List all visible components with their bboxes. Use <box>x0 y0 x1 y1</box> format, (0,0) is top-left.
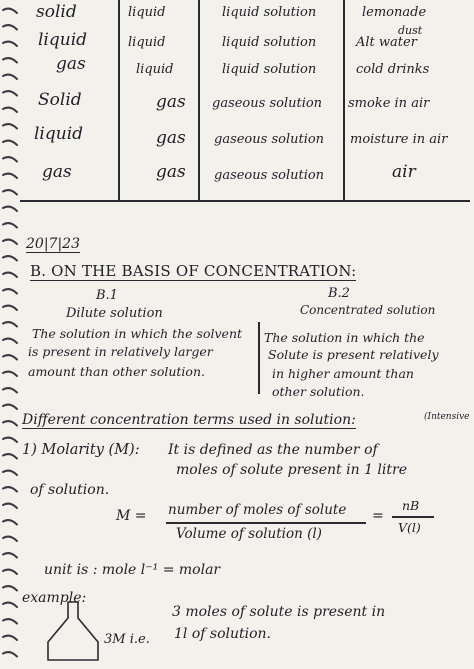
spiral-ring <box>3 273 17 277</box>
spiral-ring <box>3 75 17 79</box>
spiral-binding-icon <box>0 0 22 669</box>
molarity-definition: moles of solute present in 1 litre <box>176 462 407 478</box>
spiral-ring <box>3 124 17 128</box>
table-cell-solvent: liquid <box>136 62 174 77</box>
spiral-ring <box>3 388 17 392</box>
b2-label: B.2 <box>328 286 350 301</box>
table-cell-solvent: liquid <box>128 5 166 20</box>
date-heading: 20|7|23 <box>26 236 80 252</box>
spiral-ring <box>3 174 17 178</box>
table-cell-example: smoke in air <box>348 96 430 111</box>
flask-icon <box>42 598 104 664</box>
b2-text-line: Solute is present relatively <box>268 347 439 362</box>
b1-text-line: is present in relatively larger <box>28 344 213 359</box>
molarity-label: 1) Molarity (M): <box>22 442 140 458</box>
example-label: example: <box>22 590 87 606</box>
spiral-ring <box>3 586 17 590</box>
table-cell-solvent: gas <box>156 162 186 182</box>
b2-text-line: in higher amount than <box>272 366 414 381</box>
spiral-ring <box>3 25 17 29</box>
b2-text-line: other solution. <box>272 384 365 399</box>
table-cell-example: cold drinks <box>356 62 430 77</box>
spiral-ring <box>3 190 17 194</box>
formula-lhs: M = <box>116 508 147 524</box>
table-cell-example: moisture in air <box>350 132 448 147</box>
table-cell-solvent: gas <box>156 92 186 112</box>
table-cell-solvent: liquid <box>128 35 166 50</box>
spiral-ring <box>3 421 17 425</box>
column-divider <box>258 322 260 394</box>
spiral-ring <box>3 207 17 211</box>
spiral-ring <box>3 91 17 95</box>
b1-title: Dilute solution <box>66 306 163 321</box>
molarity-definition: of solution. <box>30 482 110 498</box>
b1-label: B.1 <box>96 288 118 303</box>
formula-denominator: Volume of solution (l) <box>176 526 322 542</box>
formula-nb: nB <box>402 498 420 513</box>
spiral-ring <box>3 570 17 574</box>
table-cell-solute: Solid <box>38 90 82 110</box>
spiral-ring <box>3 405 17 409</box>
spiral-ring <box>3 520 17 524</box>
table-cell-solute: gas <box>42 162 72 182</box>
table-cell-solution: gaseous solution <box>212 96 323 111</box>
spiral-ring <box>3 372 17 376</box>
spiral-ring <box>3 504 17 508</box>
b1-text-line: amount than other solution. <box>28 364 205 379</box>
spiral-ring <box>3 471 17 475</box>
fraction-bar <box>392 516 434 518</box>
spiral-ring <box>3 223 17 227</box>
terms-side-note: (Intensive <box>424 412 470 422</box>
unit-line: unit is : mole l⁻¹ = molar <box>44 562 221 578</box>
example-text: 3 moles of solute is present in <box>172 604 386 620</box>
spiral-ring <box>3 553 17 557</box>
b2-text-line: The solution in which the <box>264 330 425 345</box>
table-cell-solution: liquid solution <box>222 5 317 20</box>
table-divider <box>20 200 470 202</box>
spiral-ring <box>3 537 17 541</box>
spiral-ring <box>3 438 17 442</box>
formula-numerator: number of moles of solute <box>168 502 347 518</box>
spiral-ring <box>3 58 17 62</box>
formula-vl: V(l) <box>398 520 421 535</box>
spiral-ring <box>3 454 17 458</box>
table-cell-solvent: gas <box>156 128 186 148</box>
spiral-ring <box>3 355 17 359</box>
spiral-ring <box>3 42 17 46</box>
table-cell-solute: liquid <box>38 30 88 50</box>
molarity-definition: It is defined as the number of <box>168 442 378 458</box>
spiral-ring <box>3 9 17 13</box>
spiral-ring <box>3 603 17 607</box>
section-b-heading: B. ON THE BASIS OF CONCENTRATION: <box>30 262 357 280</box>
b1-text-line: The solution in which the solvent <box>32 326 243 341</box>
example-text: 1l of solution. <box>174 626 272 642</box>
spiral-ring <box>3 157 17 161</box>
table-divider <box>118 0 120 202</box>
table-cell-example: lemonade <box>362 5 427 20</box>
spiral-ring <box>3 108 17 112</box>
table-note: dust <box>398 24 423 37</box>
table-cell-solute: gas <box>56 54 86 74</box>
table-cell-example: air <box>392 162 416 182</box>
table-divider <box>343 0 345 202</box>
table-cell-solution: liquid solution <box>222 35 317 50</box>
table-divider <box>198 0 200 202</box>
table-cell-solution: gaseous solution <box>214 132 325 147</box>
table-cell-solution: gaseous solution <box>214 168 325 183</box>
table-cell-solute: liquid <box>34 124 84 144</box>
spiral-ring <box>3 141 17 145</box>
terms-heading: Different concentration terms used in solution: <box>22 412 356 428</box>
spiral-ring <box>3 652 17 656</box>
spiral-ring <box>3 487 17 491</box>
spiral-ring <box>3 240 17 244</box>
spiral-ring <box>3 306 17 310</box>
flask-label: 3M i.e. <box>104 632 150 647</box>
spiral-ring <box>3 636 17 640</box>
spiral-ring <box>3 619 17 623</box>
spiral-ring <box>3 289 17 293</box>
spiral-ring <box>3 322 17 326</box>
table-cell-solute: solid <box>36 2 77 22</box>
table-cell-solution: liquid solution <box>222 62 317 77</box>
spiral-ring <box>3 256 17 260</box>
b2-title: Concentrated solution <box>300 303 436 317</box>
fraction-bar <box>166 522 366 524</box>
table-cell-example: Alt water <box>356 35 417 50</box>
spiral-ring <box>3 339 17 343</box>
formula-approx: = <box>372 508 384 524</box>
